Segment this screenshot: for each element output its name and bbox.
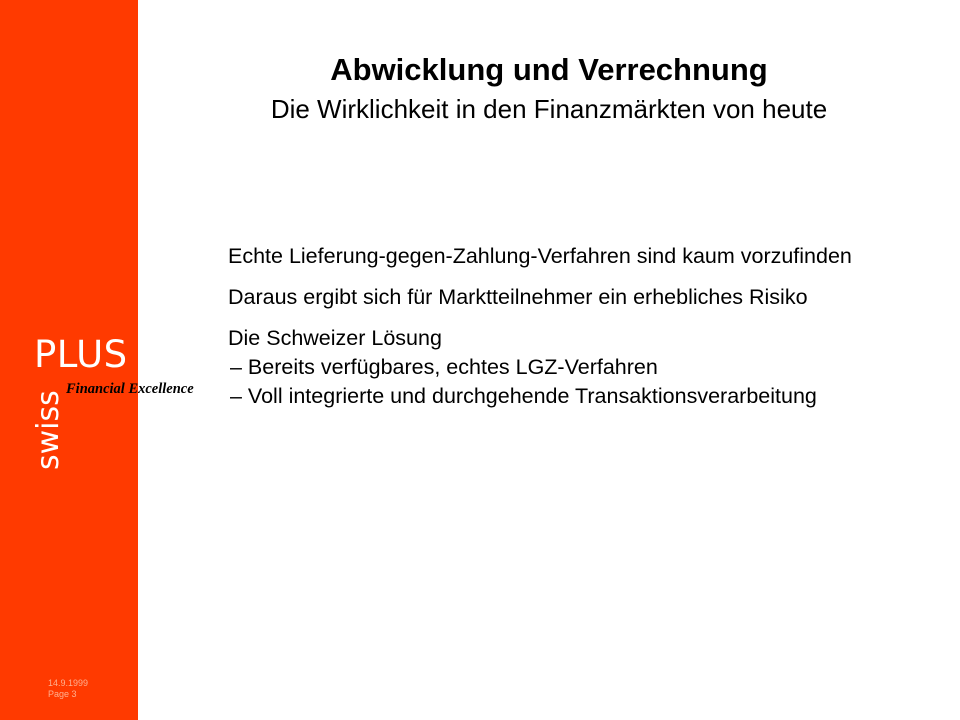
footer-page-number: Page 3 <box>48 689 77 699</box>
body-sub-item-2: – Voll integrierte und durchgehende Transaktionsverarbeitung <box>230 384 817 408</box>
logo-tagline: Financial Excellence <box>66 381 194 397</box>
body-paragraph-2: Daraus ergibt sich für Marktteilnehmer ein erhebliches Risiko <box>228 285 808 309</box>
body-paragraph-3 <box>228 324 888 411</box>
body-paragraph-1: Echte Lieferung-gegen-Zahlung-Verfahren sind kaum vorzufinden <box>228 244 852 268</box>
slide-body <box>228 242 888 423</box>
slide-title: Abwicklung und Verrechnung <box>330 52 768 87</box>
slide-subtitle: Die Wirklichkeit in den Finanzmärkten von heute <box>270 94 828 124</box>
logo-swiss-text: swiss <box>31 390 66 470</box>
footer-date: 14.9.1999 <box>48 678 89 688</box>
body-paragraph-3-heading: Die Schweizer Lösung <box>228 326 442 350</box>
slide-footer <box>48 678 88 700</box>
body-sub-item-1: – Bereits verfügbares, echtes LGZ-Verfahren <box>230 355 658 379</box>
logo-plus-text: PLUS <box>34 333 128 376</box>
